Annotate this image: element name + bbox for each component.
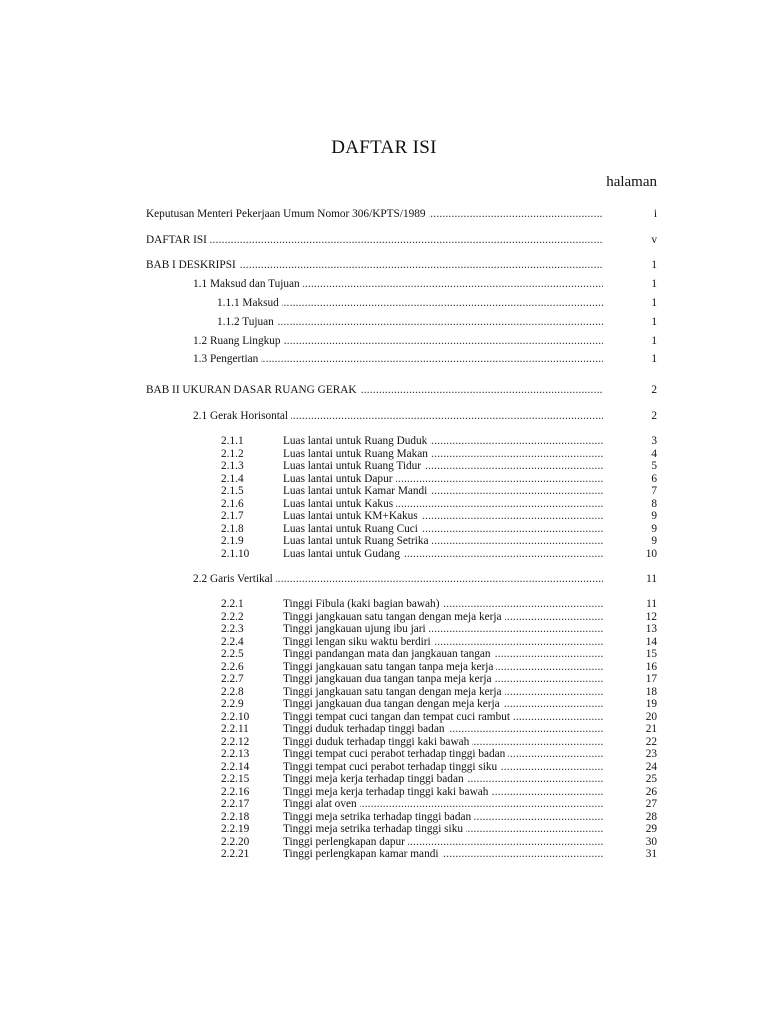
toc-entry-label: Tinggi jangkauan dua tangan dengan meja kerja bbox=[283, 698, 503, 710]
toc-entry-number: 2.1.6 bbox=[221, 498, 244, 510]
toc-entry-number: 2.2.1 bbox=[221, 598, 244, 610]
toc-entry-label: Tinggi meja kerja terhadap tinggi kaki bawah bbox=[283, 786, 491, 798]
toc-entry-number: 2.2.14 bbox=[221, 761, 250, 773]
toc-entry-number: 2.2.11 bbox=[221, 723, 249, 735]
toc-page-number: 7 bbox=[651, 485, 657, 497]
toc-page-number: 13 bbox=[645, 623, 657, 635]
toc-entry-label: Luas lantai untuk Dapur bbox=[283, 473, 396, 485]
toc-entry-number: 2.1.3 bbox=[221, 460, 244, 472]
toc-entry-label: Keputusan Menteri Pekerjaan Umum Nomor 306/KPTS/1989 bbox=[146, 208, 429, 220]
toc-entry[interactable] bbox=[283, 822, 603, 836]
toc-page-number: 25 bbox=[645, 773, 657, 785]
toc-page-number: 17 bbox=[645, 673, 657, 685]
toc-entry-label: 1.2 Ruang Lingkup bbox=[193, 335, 284, 347]
toc-entry[interactable] bbox=[283, 597, 603, 611]
leader-dots bbox=[146, 233, 603, 247]
toc-entry-number: 2.1.2 bbox=[221, 448, 244, 460]
toc-entry-label: Luas lantai untuk Gudang bbox=[283, 548, 403, 560]
toc-entry-number: 2.1.4 bbox=[221, 473, 244, 485]
toc-entry[interactable] bbox=[283, 697, 603, 711]
toc-entry-label: Tinggi jangkauan ujung ibu jari bbox=[283, 623, 429, 635]
toc-entry[interactable] bbox=[283, 547, 603, 561]
toc-page-number: 18 bbox=[645, 686, 657, 698]
toc-page-number: 9 bbox=[651, 523, 657, 535]
toc-entry-label: Tinggi duduk terhadap tinggi badan bbox=[283, 723, 448, 735]
toc-page-number: 28 bbox=[645, 811, 657, 823]
toc-entry-label: Luas lantai untuk Ruang Setrika bbox=[283, 535, 432, 547]
toc-entry-label: DAFTAR ISI bbox=[146, 234, 210, 246]
toc-entry-number: 2.2.15 bbox=[221, 773, 250, 785]
toc-entry[interactable] bbox=[217, 315, 603, 329]
toc-entry-label: Luas lantai untuk Ruang Duduk bbox=[283, 435, 430, 447]
toc-page-number: 2 bbox=[651, 410, 657, 422]
toc-entry-label: BAB II UKURAN DASAR RUANG GERAK bbox=[146, 384, 360, 396]
toc-page-number: 8 bbox=[651, 498, 657, 510]
toc-page-number: 10 bbox=[645, 548, 657, 560]
toc-page-number: 11 bbox=[646, 598, 657, 610]
toc-entry-label: BAB I DESKRIPSI bbox=[146, 259, 239, 271]
toc-entry[interactable] bbox=[193, 352, 603, 366]
toc-entry-label: Luas lantai untuk KM+Kakus bbox=[283, 510, 421, 522]
toc-page-number: 1 bbox=[651, 316, 657, 328]
toc-page-number: 27 bbox=[645, 798, 657, 810]
toc-page-number: 1 bbox=[651, 259, 657, 271]
toc-entry-number: 2.2.19 bbox=[221, 823, 250, 835]
toc-entry-label: Tinggi pandangan mata dan jangkauan tangan bbox=[283, 648, 494, 660]
toc-entry[interactable] bbox=[283, 484, 603, 498]
toc-entry-label: Tinggi jangkauan satu tangan dengan meja kerja bbox=[283, 686, 505, 698]
toc-page-number: 26 bbox=[645, 786, 657, 798]
toc-entry-label: Tinggi alat oven bbox=[283, 798, 360, 810]
toc-entry[interactable] bbox=[193, 409, 603, 423]
toc-entry-number: 2.2.3 bbox=[221, 623, 244, 635]
toc-entry-number: 2.2.4 bbox=[221, 636, 244, 648]
toc-entry[interactable] bbox=[146, 207, 603, 221]
toc-entry-number: 2.1.5 bbox=[221, 485, 244, 497]
toc-entry-number: 2.1.8 bbox=[221, 523, 244, 535]
toc-page-number: 1 bbox=[651, 297, 657, 309]
toc-entry-number: 2.2.20 bbox=[221, 836, 250, 848]
page-title: DAFTAR ISI bbox=[331, 137, 437, 158]
toc-entry-label: 2.1 Gerak Horisontal bbox=[193, 410, 291, 422]
toc-entry-number: 2.2.17 bbox=[221, 798, 250, 810]
toc-page-number: 9 bbox=[651, 535, 657, 547]
toc-entry-label: 1.1.2 Tujuan bbox=[217, 316, 277, 328]
toc-page-number: 2 bbox=[651, 384, 657, 396]
toc-entry-label: Luas lantai untuk Ruang Makan bbox=[283, 448, 431, 460]
toc-page-number: 1 bbox=[651, 335, 657, 347]
toc-entry-label: 1.3 Pengertian bbox=[193, 353, 261, 365]
toc-entry-number: 2.1.10 bbox=[221, 548, 250, 560]
toc-entry[interactable] bbox=[217, 296, 603, 310]
toc-entry[interactable] bbox=[283, 672, 603, 686]
toc-page-number: 29 bbox=[645, 823, 657, 835]
toc-page-number: 14 bbox=[645, 636, 657, 648]
toc-page-number: 16 bbox=[645, 661, 657, 673]
toc-entry-number: 2.1.7 bbox=[221, 510, 244, 522]
toc-entry[interactable] bbox=[193, 572, 603, 586]
toc-entry-number: 2.2.6 bbox=[221, 661, 244, 673]
toc-entry-number: 2.2.16 bbox=[221, 786, 250, 798]
toc-entry[interactable] bbox=[193, 334, 603, 348]
toc-entry-number: 2.2.7 bbox=[221, 673, 244, 685]
toc-entry-label: Tinggi tempat cuci perabot terhadap tinggi siku bbox=[283, 761, 500, 773]
toc-entry-label: Luas lantai untuk Ruang Tidur bbox=[283, 460, 424, 472]
toc-entry-number: 2.2.12 bbox=[221, 736, 250, 748]
toc-entry[interactable] bbox=[283, 459, 603, 473]
toc-entry-label: Luas lantai untuk Kamar Mandi bbox=[283, 485, 430, 497]
toc-entry-number: 2.1.1 bbox=[221, 435, 244, 447]
toc-entry-label: Tinggi jangkauan dua tangan tanpa meja kerja bbox=[283, 673, 495, 685]
toc-entry-number: 2.2.10 bbox=[221, 711, 250, 723]
toc-page-number: 15 bbox=[645, 648, 657, 660]
toc-page-number: 1 bbox=[651, 278, 657, 290]
page-column-header: halaman bbox=[606, 174, 657, 190]
toc-page-number: v bbox=[651, 234, 657, 246]
toc-page-number: 9 bbox=[651, 510, 657, 522]
toc-page-number: 23 bbox=[645, 748, 657, 760]
toc-page-number: 4 bbox=[651, 448, 657, 460]
toc-page-number: 30 bbox=[645, 836, 657, 848]
toc-entry[interactable] bbox=[283, 509, 603, 523]
toc-entry[interactable] bbox=[193, 277, 603, 291]
toc-entry[interactable] bbox=[283, 434, 603, 448]
toc-entry-number: 2.2.9 bbox=[221, 698, 244, 710]
toc-entry[interactable] bbox=[283, 797, 603, 811]
toc-entry-label: Luas lantai untuk Kakus bbox=[283, 498, 396, 510]
toc-entry-number: 2.2.8 bbox=[221, 686, 244, 698]
toc-entry-label: Tinggi Fibula (kaki bagian bawah) bbox=[283, 598, 442, 610]
toc-entry-label: Tinggi jangkauan satu tangan tanpa meja kerja bbox=[283, 661, 496, 673]
toc-entry-label: Tinggi meja setrika terhadap tinggi badan bbox=[283, 811, 474, 823]
toc-entry-label: Tinggi tempat cuci tangan dan tempat cuci rambut bbox=[283, 711, 513, 723]
toc-entry-label: Tinggi duduk terhadap tinggi kaki bawah bbox=[283, 736, 472, 748]
toc-page-number: 19 bbox=[645, 698, 657, 710]
toc-entry-number: 2.2.2 bbox=[221, 611, 244, 623]
toc-page-number: 3 bbox=[651, 435, 657, 447]
toc-page-number: 20 bbox=[645, 711, 657, 723]
toc-page-number: 22 bbox=[645, 736, 657, 748]
toc-entry[interactable] bbox=[283, 647, 603, 661]
toc-entry-label: Tinggi tempat cuci perabot terhadap tinggi badan bbox=[283, 748, 508, 760]
toc-entry[interactable] bbox=[283, 747, 603, 761]
toc-entry-label: Tinggi perlengkapan dapur bbox=[283, 836, 408, 848]
toc-page-number: 31 bbox=[645, 848, 657, 860]
toc-entry[interactable] bbox=[283, 534, 603, 548]
toc-entry[interactable] bbox=[283, 847, 603, 861]
toc-page-number: 1 bbox=[651, 353, 657, 365]
toc-entry-number: 2.2.5 bbox=[221, 648, 244, 660]
toc-entry-label: Luas lantai untuk Ruang Cuci bbox=[283, 523, 421, 535]
toc-entry-label: Tinggi jangkauan satu tangan dengan meja kerja bbox=[283, 611, 505, 623]
toc-page-number: 11 bbox=[646, 573, 657, 585]
toc-entry-number: 2.2.18 bbox=[221, 811, 250, 823]
toc-entry[interactable] bbox=[146, 233, 603, 247]
toc-entry-label: Tinggi meja setrika terhadap tinggi siku bbox=[283, 823, 466, 835]
toc-entry-label: Tinggi perlengkapan kamar mandi bbox=[283, 848, 442, 860]
toc-entry-label: 1.1 Maksud dan Tujuan bbox=[193, 278, 303, 290]
toc-page-number: 21 bbox=[645, 723, 657, 735]
toc-entry-number: 2.1.9 bbox=[221, 535, 244, 547]
toc-page-number: 12 bbox=[645, 611, 657, 623]
toc-page-number: 5 bbox=[651, 460, 657, 472]
toc-entry-label: 2.2 Garis Vertikal bbox=[193, 573, 276, 585]
toc-entry-label: 1.1.1 Maksud bbox=[217, 297, 282, 309]
toc-entry-label: Tinggi lengan siku waktu berdiri bbox=[283, 636, 434, 648]
toc-entry[interactable] bbox=[146, 258, 603, 272]
toc-entry[interactable] bbox=[146, 383, 603, 397]
toc-entry-number: 2.2.13 bbox=[221, 748, 250, 760]
toc-page-number: i bbox=[653, 208, 657, 220]
toc-page-number: 6 bbox=[651, 473, 657, 485]
toc-entry-label: Tinggi meja kerja terhadap tinggi badan bbox=[283, 773, 467, 785]
toc-entry-number: 2.2.21 bbox=[221, 848, 250, 860]
toc-entry[interactable] bbox=[283, 722, 603, 736]
toc-entry[interactable] bbox=[283, 772, 603, 786]
toc-entry[interactable] bbox=[283, 622, 603, 636]
toc-page-number: 24 bbox=[645, 761, 657, 773]
